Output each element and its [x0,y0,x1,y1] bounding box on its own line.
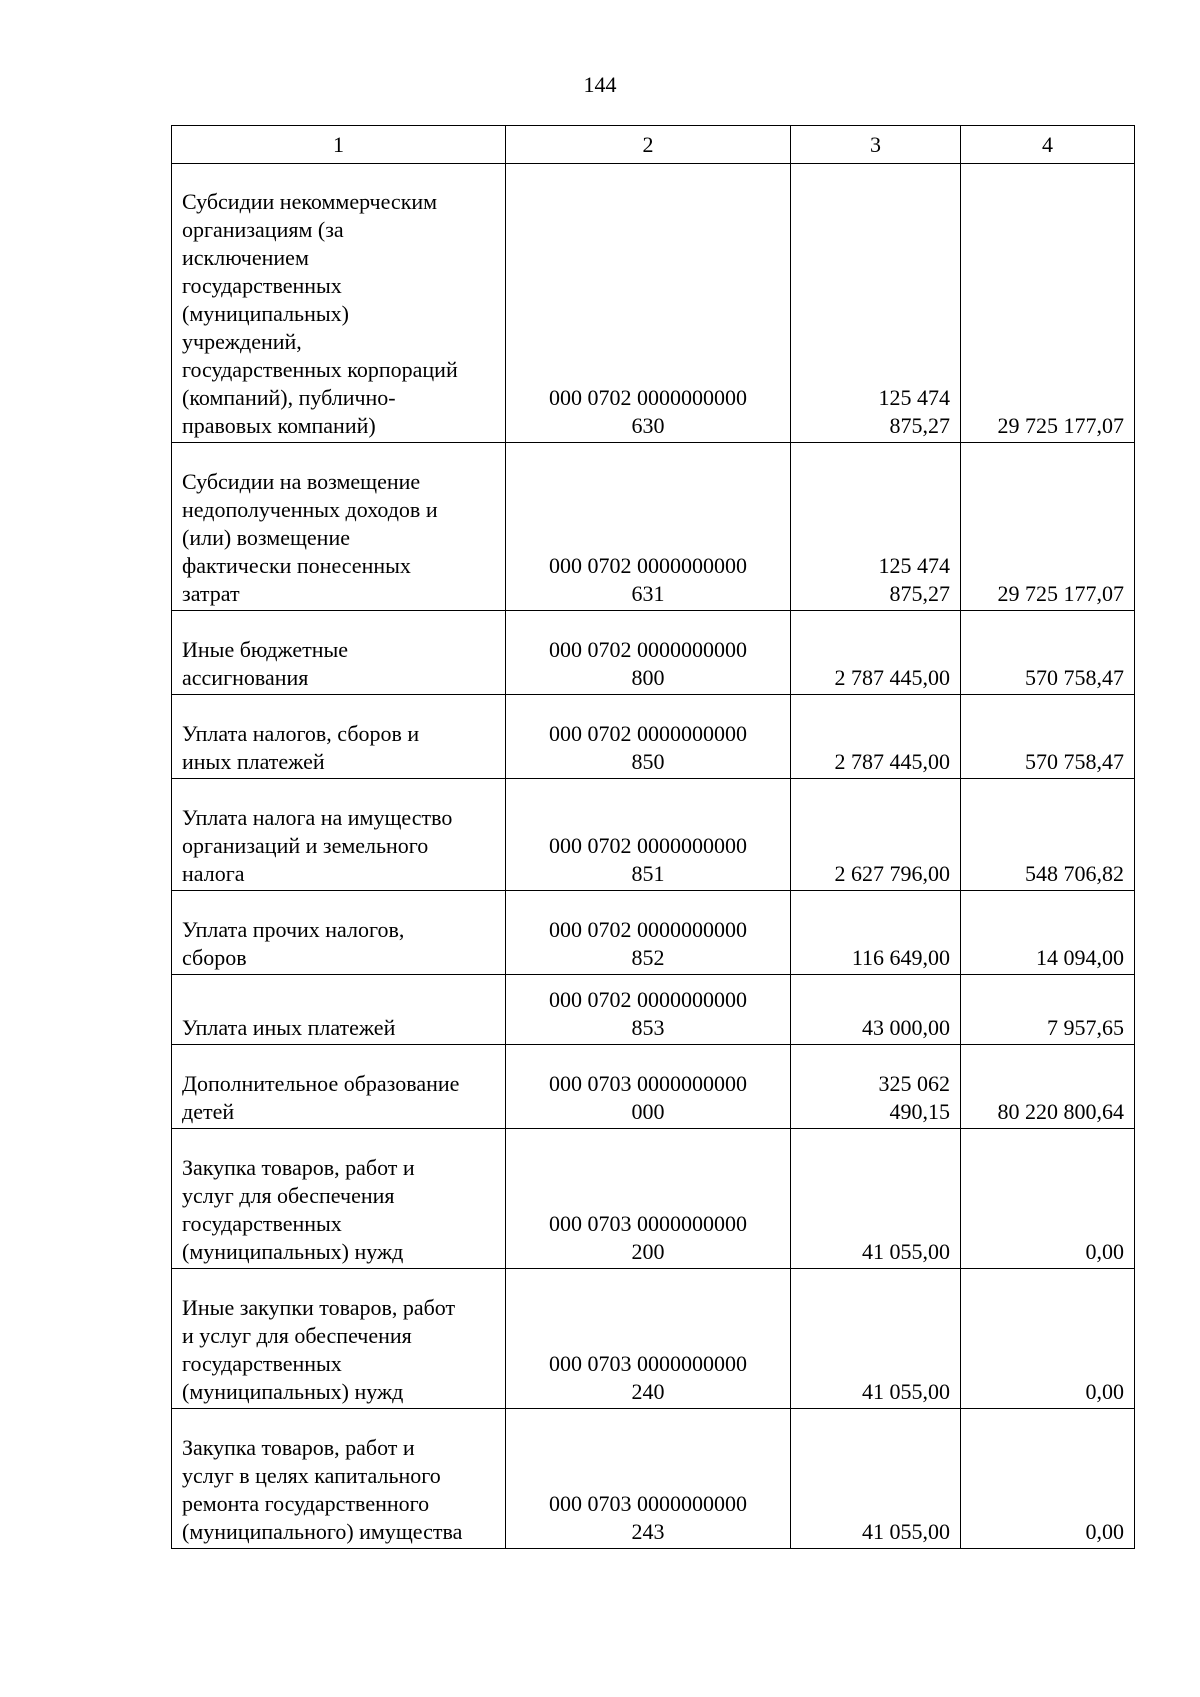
row-name-line: организациям (за [182,217,344,242]
row-name-line: иных платежей [182,749,325,774]
row-amount-col4: 570 758,47 [961,611,1135,695]
row-amount-col4: 29 725 177,07 [961,164,1135,443]
row-code [506,975,791,1045]
row-name-line: (муниципальных) нужд [182,1239,404,1264]
table-row [172,1409,1135,1549]
row-code-line: 243 [631,1519,665,1544]
row-name [172,975,506,1045]
row-name-line: Уплата прочих налогов, [182,917,405,942]
row-code [506,164,791,443]
row-name-line: услуг в целях капитального [182,1463,441,1488]
row-name [172,695,506,779]
header-col-1: 1 [172,126,506,164]
row-name-line: государственных [182,1211,342,1236]
row-name-line: (или) возмещение [182,525,350,550]
row-code-line: 200 [631,1239,665,1264]
table-row [172,1129,1135,1269]
page-number: 144 [583,72,617,97]
row-name-line: Иные закупки товаров, работ [182,1295,456,1320]
row-amount-col4: 29 725 177,07 [961,443,1135,611]
row-code-line: 000 0702 0000000000 [549,637,747,662]
row-name-line: детей [182,1099,235,1124]
row-amount-col3 [791,891,961,975]
row-name-line: Уплата налога на имущество [182,805,453,830]
row-name-line: государственных корпораций [182,357,458,382]
row-code-line: 000 0702 0000000000 [549,833,747,858]
row-name-line: исключением [182,245,309,270]
table-row [172,164,1135,443]
row-name-line: Уплата иных платежей [182,1015,396,1040]
row-amount-col3 [791,164,961,443]
row-name [172,891,506,975]
row-amount-col3-line: 325 062 [878,1071,950,1096]
row-code-line: 852 [631,945,665,970]
row-name-line: Субсидии некоммерческим [182,189,438,214]
row-amount-col3 [791,1409,961,1549]
row-name [172,1269,506,1409]
row-code [506,443,791,611]
row-name [172,164,506,443]
table-row [172,611,1135,695]
row-amount-col3-line: 875,27 [889,413,950,438]
row-amount-col3-line: 125 474 [878,553,950,578]
table-row [172,1269,1135,1409]
row-code [506,1045,791,1129]
row-code [506,695,791,779]
row-name-line: ассигнования [182,665,309,690]
row-code-line: 630 [631,413,665,438]
row-code [506,1269,791,1409]
row-name-line: (муниципальных) нужд [182,1379,404,1404]
row-amount-col4: 14 094,00 [961,891,1135,975]
row-amount-col3 [791,1045,961,1129]
row-amount-col3-line: 490,15 [889,1099,950,1124]
row-code [506,1129,791,1269]
row-name-line: налога [182,861,245,886]
row-name-line: государственных [182,273,342,298]
row-code-line: 000 0702 0000000000 [549,917,747,942]
row-code [506,891,791,975]
row-amount-col3-line: 43 000,00 [862,1015,950,1040]
table-row [172,695,1135,779]
row-name-line: услуг для обеспечения [182,1183,395,1208]
row-code [506,779,791,891]
row-amount-col4: 0,00 [961,1129,1135,1269]
row-name-line: фактически понесенных [182,553,411,578]
row-amount-col4: 7 957,65 [961,975,1135,1045]
row-code [506,1409,791,1549]
row-code-line: 800 [631,665,665,690]
row-code-line: 853 [631,1015,665,1040]
header-col-3: 3 [791,126,961,164]
row-code-line: 850 [631,749,665,774]
row-amount-col4: 0,00 [961,1269,1135,1409]
row-name-line: Уплата налогов, сборов и [182,721,420,746]
row-name-line: Субсидии на возмещение [182,469,421,494]
row-name-line: организаций и земельного [182,833,429,858]
header-row [172,126,1135,164]
row-code-line: 000 0702 0000000000 [549,385,747,410]
row-name-line: (муниципального) имущества [182,1519,463,1544]
row-name [172,1409,506,1549]
row-amount-col3 [791,1269,961,1409]
row-code-line: 000 [631,1099,665,1124]
row-amount-col3-line: 2 787 445,00 [834,749,950,774]
row-name-line: (муниципальных) [182,301,349,326]
row-code-line: 000 0702 0000000000 [549,987,747,1012]
budget-table [171,125,1135,1549]
row-name-line: недополученных доходов и [182,497,438,522]
row-amount-col3-line: 41 055,00 [862,1379,950,1404]
row-name-line: государственных [182,1351,342,1376]
row-name [172,611,506,695]
row-name [172,1129,506,1269]
row-amount-col3 [791,1129,961,1269]
table-body [172,164,1135,1549]
row-amount-col3-line: 116 649,00 [851,945,950,970]
row-code-line: 631 [631,581,665,606]
row-amount-col3 [791,779,961,891]
row-name-line: ремонта государственного [182,1491,430,1516]
row-name [172,779,506,891]
row-name-line: Дополнительное образование [182,1071,460,1096]
row-amount-col3-line: 875,27 [889,581,950,606]
row-name-line: затрат [182,581,240,606]
row-amount-col3-line: 41 055,00 [862,1239,950,1264]
table-row [172,975,1135,1045]
row-name-line: и услуг для обеспечения [182,1323,412,1348]
table-row [172,443,1135,611]
row-amount-col3 [791,695,961,779]
row-code-line: 000 0703 0000000000 [549,1211,747,1236]
row-code-line: 851 [631,861,665,886]
row-amount-col4: 0,00 [961,1409,1135,1549]
row-name-line: (компаний), публично- [182,385,396,410]
row-amount-col3-line: 2 627 796,00 [834,861,950,886]
row-amount-col4: 570 758,47 [961,695,1135,779]
row-amount-col3-line: 41 055,00 [862,1519,950,1544]
row-name [172,1045,506,1129]
row-code-line: 000 0703 0000000000 [549,1351,747,1376]
row-code-line: 000 0702 0000000000 [549,553,747,578]
table-row [172,891,1135,975]
row-name-line: правовых компаний) [182,413,376,438]
header-col-4: 4 [961,126,1135,164]
header-col-2: 2 [506,126,791,164]
row-code-line: 000 0703 0000000000 [549,1491,747,1516]
row-name-line: сборов [182,945,247,970]
row-amount-col3 [791,443,961,611]
row-amount-col3-line: 2 787 445,00 [834,665,950,690]
row-code-line: 000 0703 0000000000 [549,1071,747,1096]
row-name [172,443,506,611]
row-amount-col4: 548 706,82 [961,779,1135,891]
row-code-line: 000 0702 0000000000 [549,721,747,746]
table-row [172,779,1135,891]
row-amount-col3 [791,975,961,1045]
row-amount-col3 [791,611,961,695]
row-name-line: учреждений, [182,329,302,354]
row-name-line: Закупка товаров, работ и [182,1435,415,1460]
row-code [506,611,791,695]
row-name-line: Иные бюджетные [182,637,349,662]
row-amount-col3-line: 125 474 [878,385,950,410]
row-code-line: 240 [631,1379,665,1404]
row-name-line: Закупка товаров, работ и [182,1155,415,1180]
table-row [172,1045,1135,1129]
row-amount-col4: 80 220 800,64 [961,1045,1135,1129]
